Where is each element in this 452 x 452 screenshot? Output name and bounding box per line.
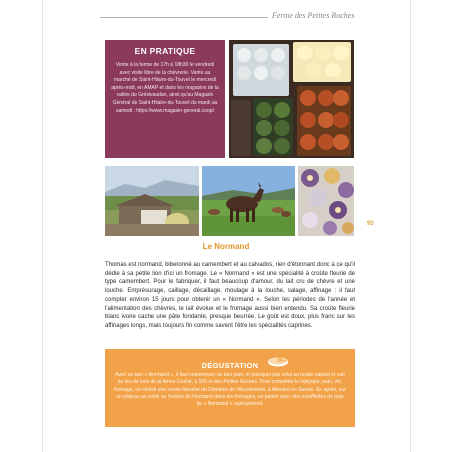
page-edge-right	[410, 0, 411, 452]
page-number: 95	[367, 221, 374, 227]
edible-flowers-photo	[298, 166, 354, 236]
goat-illustration	[202, 166, 295, 236]
tasting-text: Avec un bon « Normand », il faut commencer un bon pain, et pourquoi pas celui au levain naturel et cuit au feu de bois de la ferme Goche, à 500 m des Petites Roches. Pour compléter le triptyque, pain, vin, fromage, on choisit une cuvée blanche du Domaine de l'Accommont, à Allevard en Savoie. En après, sur un plateau au soleil ou l'entrée du Normand dans les fromages, un panier avec des moufflettes de pain de « Normand » rapé présent.	[114, 372, 346, 408]
cheese-platter-photo	[229, 40, 354, 158]
tasting-header	[113, 355, 347, 369]
mountain-hut-photo	[105, 166, 199, 236]
section-body-text: Thomas est normand, biberonné au camembert et au calvados, rien d'étonnant donc à ce qu'il dédie à sa petite lion d'ici un fromage. Le « Normand » est une spécialité à croûte fleurie de type camembert. Pour le fabriquer, il faut beaucoup d'amour, du lait cru de chèvre et une louche. Emprésurage, caillage, décaillage, moulage à la louche, salage, affinage : il faut compter environ 15 jours pour obtenir un « Normand ». Selon les périodes de l'année et l'alimentation des chèvres, le lait évolue et le fromage aussi bien entendu. Sa croûte fleurie blanc ivoire cache une pâte fondante, presque beurrée. Le goût est doux, plus franc sur les affinages longs, mais toujours fin comme savent l'être les spécialités caprines.	[105, 262, 355, 329]
practical-info-box	[105, 40, 225, 158]
cheese-icon	[267, 353, 289, 367]
mountain-hut-illustration	[105, 166, 199, 236]
section-title: Le Normand	[202, 242, 250, 251]
header-rule	[100, 17, 268, 18]
running-header: Ferme des Petites Roches	[272, 11, 355, 20]
practical-info-text: Vente à la ferme de 17h à 18h30 le vendredi avec visite libre de la chèvrerie. Vente au marché de Saint-Hilaire-du-Touvet le mercredi après-midi, en AMAP et dans les magasins de la vallée du Grésivaudan, ainsi qu'au Magasin Général de Saint-Hilaire-du-Touvet du mardi au samedi : https://www.magasin-general.coop/	[111, 62, 219, 114]
page-edge-left	[42, 0, 43, 452]
tasting-title: DÉGUSTATION	[201, 361, 259, 370]
practical-info-title: EN PRATIQUE	[134, 46, 196, 56]
tasting-box	[105, 349, 355, 427]
goat-field-photo	[202, 166, 295, 236]
flowers-illustration	[298, 166, 354, 236]
